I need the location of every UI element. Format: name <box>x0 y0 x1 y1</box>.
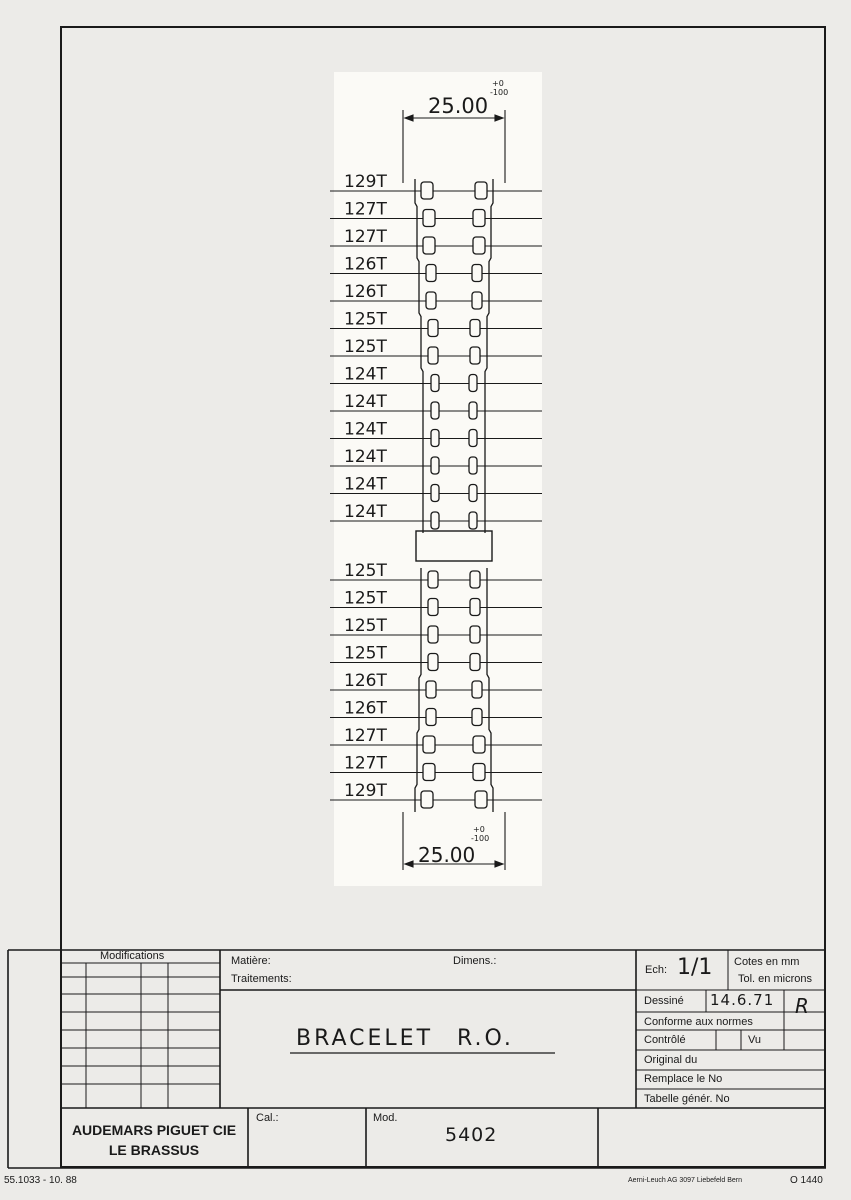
conforme-label: Conforme aux normes <box>644 1016 753 1028</box>
top-tolerance-plus: +0 <box>492 79 504 88</box>
mod-value: 5402 <box>445 1124 498 1146</box>
link-label: 126T <box>344 282 387 302</box>
dessine-label: Dessiné <box>644 995 684 1007</box>
company-location: LE BRASSUS <box>108 1142 200 1158</box>
link-label: 124T <box>344 419 387 440</box>
link-label: 124T <box>344 364 387 385</box>
ech-label: Ech: <box>645 964 668 976</box>
link-label: 129T <box>344 172 387 192</box>
bottom-tolerance-plus: +0 <box>473 825 485 834</box>
footer-code: O 1440 <box>790 1175 823 1186</box>
link-label: 124T <box>344 502 387 522</box>
footer-form-number: 55.1033 - 10. 88 <box>4 1175 77 1186</box>
top-dimension-value: 25.00 <box>428 94 489 118</box>
dessine-date: 14.6.71 <box>710 991 775 1009</box>
link-label: 125T <box>344 616 387 636</box>
drawing-title: BRACELET R.O. <box>296 1026 514 1051</box>
mod-label: Mod. <box>373 1112 398 1124</box>
footer-printer: Aerni-Leuch AG 3097 Liebefeld Bern <box>628 1177 743 1184</box>
ech-value: 1/1 <box>677 955 713 980</box>
traitements-label: Traitements: <box>231 973 292 985</box>
bottom-tolerance-minus: -100 <box>471 834 490 843</box>
remplace-label: Remplace le No <box>644 1073 723 1085</box>
link-label: 125T <box>344 561 387 581</box>
link-label: 125T <box>344 309 387 330</box>
cotes-line1: Cotes en mm <box>734 956 800 968</box>
cal-label: Cal.: <box>256 1112 279 1124</box>
link-label: 129T <box>344 781 387 801</box>
link-label: 126T <box>344 671 387 691</box>
cotes-line2: Tol. en microns <box>738 973 812 985</box>
matiere-label: Matière: <box>231 955 271 967</box>
link-label: 126T <box>344 254 387 275</box>
link-label: 127T <box>344 753 387 774</box>
link-label: 124T <box>344 474 387 495</box>
controle-label: Contrôlé <box>644 1034 686 1046</box>
modifications-label: Modifications <box>100 950 165 962</box>
link-label: 124T <box>344 447 387 467</box>
link-label: 126T <box>344 698 387 719</box>
company-name: AUDEMARS PIGUET CIE <box>71 1122 237 1138</box>
dimens-label: Dimens.: <box>453 955 497 967</box>
link-label: 127T <box>344 227 387 247</box>
link-label: 127T <box>344 199 387 220</box>
link-label: 125T <box>344 337 387 357</box>
link-label: 125T <box>344 588 387 609</box>
top-tolerance-minus: -100 <box>490 88 509 97</box>
link-label: 125T <box>344 643 387 664</box>
tabelle-label: Tabelle génér. No <box>644 1093 730 1105</box>
link-label: 127T <box>344 726 387 746</box>
dessine-initials: R <box>795 994 809 1018</box>
bottom-dimension-value: 25.00 <box>418 843 476 867</box>
original-label: Original du <box>644 1054 698 1066</box>
link-label: 124T <box>344 392 387 412</box>
vu-label: Vu <box>748 1034 762 1046</box>
